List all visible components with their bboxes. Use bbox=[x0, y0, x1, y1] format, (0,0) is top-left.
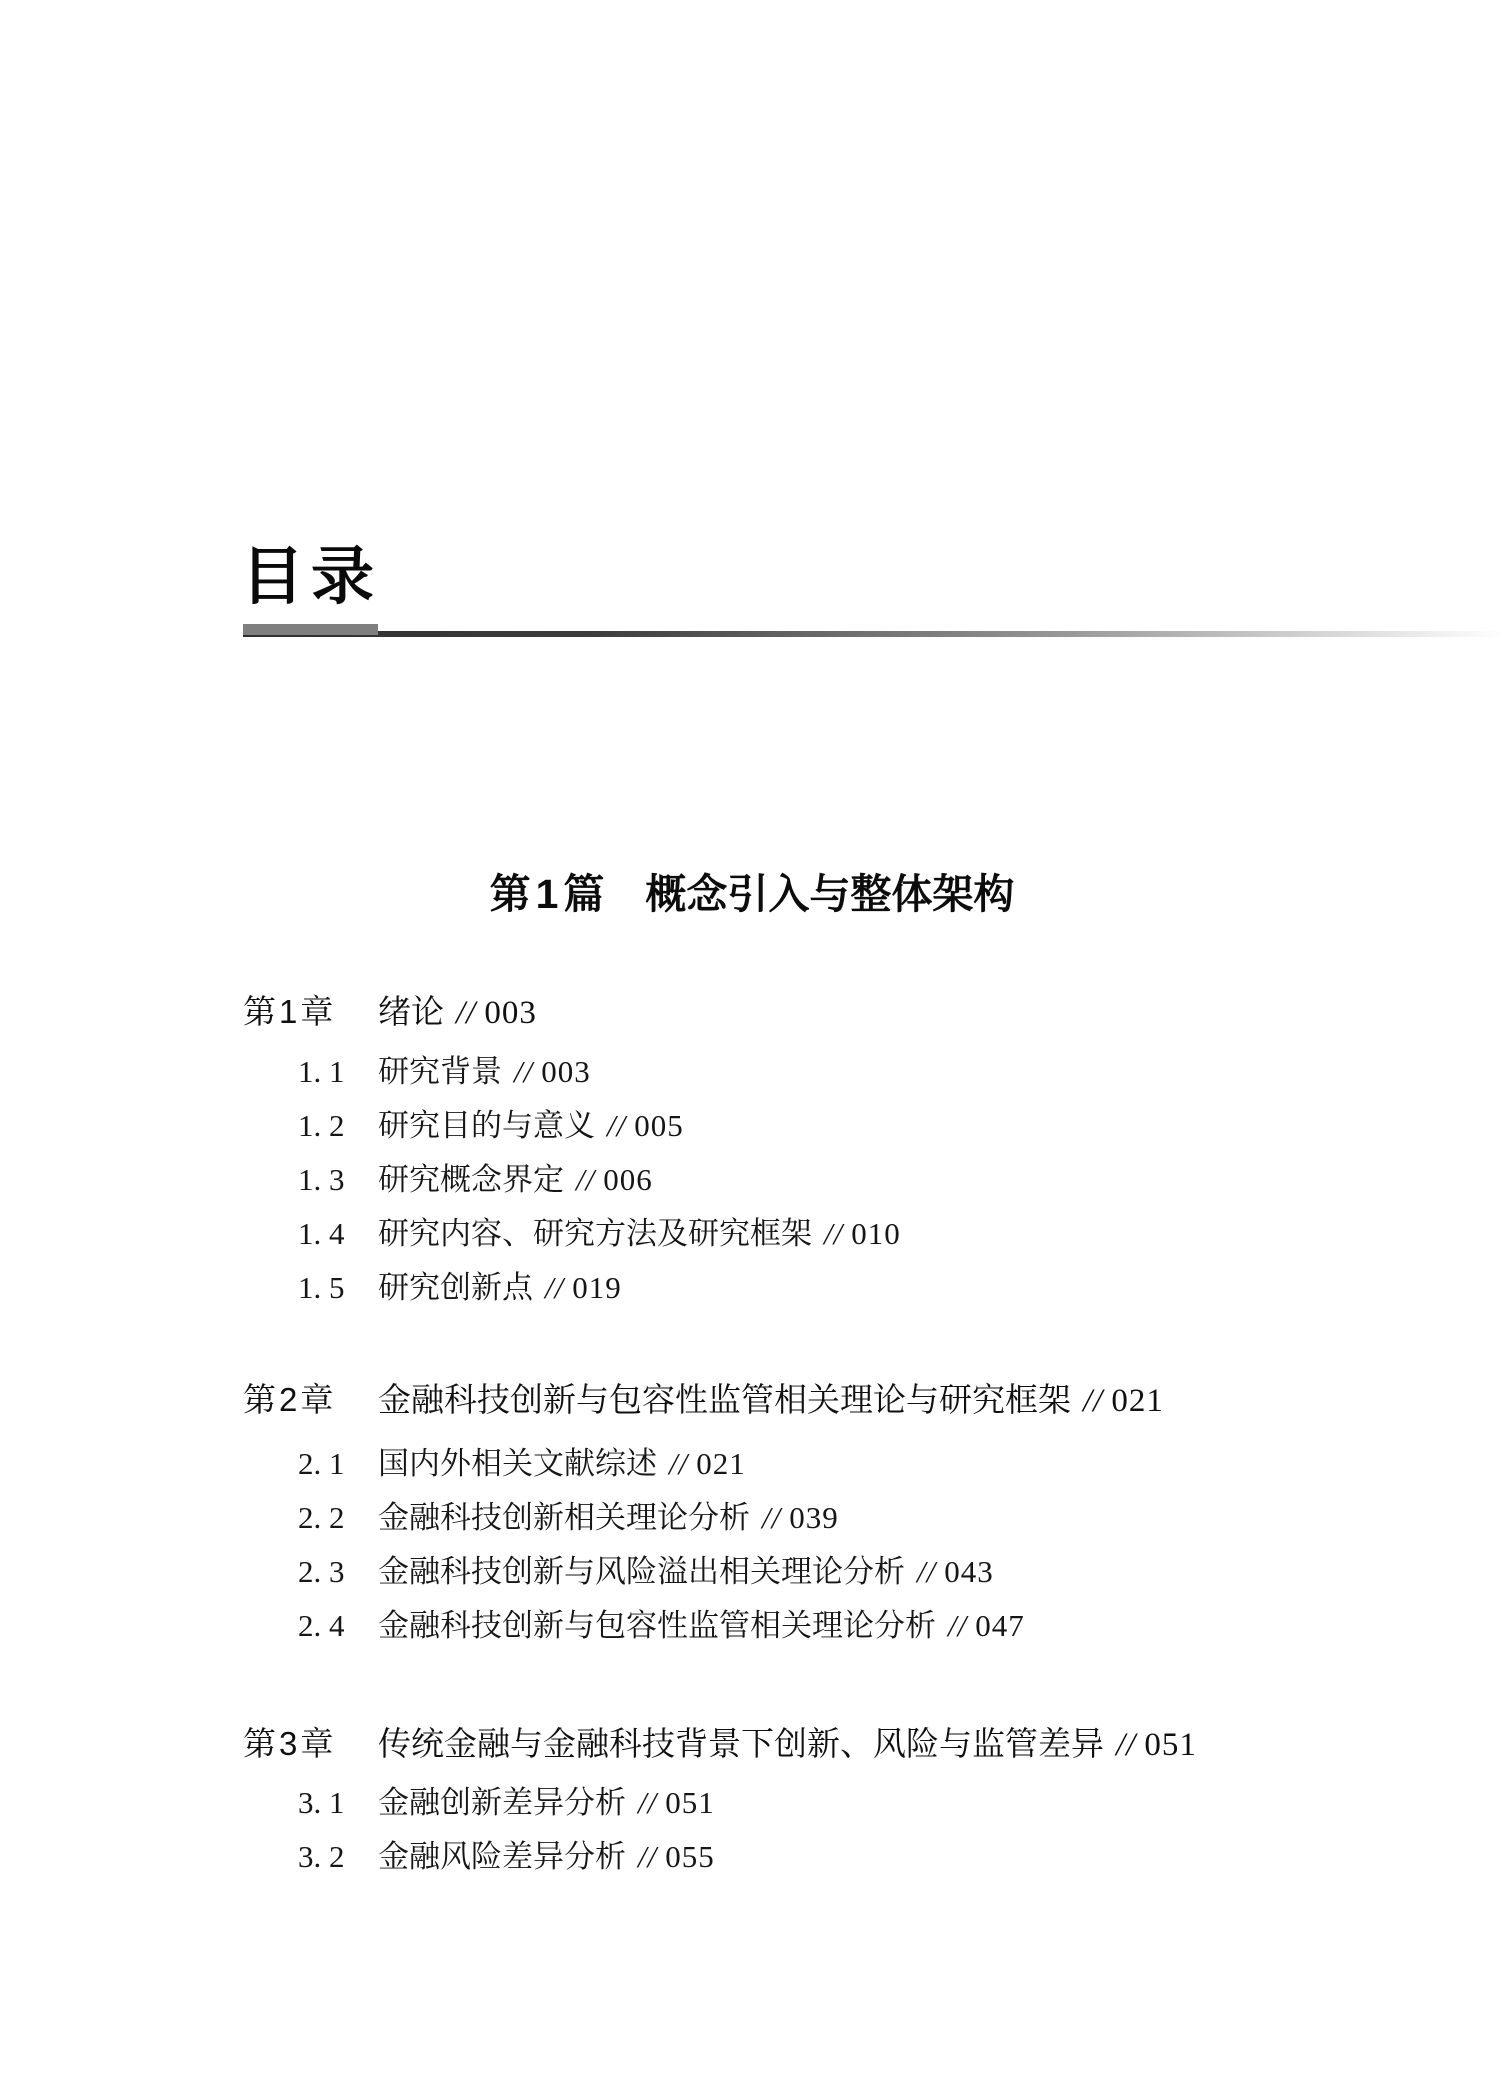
toc-item-row bbox=[298, 1501, 839, 1535]
toc-item-row bbox=[298, 1447, 746, 1481]
item-title: 金融创新差异分析 bbox=[378, 1785, 626, 1820]
item-title: 研究背景 bbox=[378, 1054, 502, 1089]
title-rule-line bbox=[243, 631, 1504, 637]
part-title: 概念引入与整体架构 bbox=[645, 871, 1015, 917]
item-title: 金融科技创新与包容性监管相关理论分析 bbox=[378, 1608, 936, 1643]
page-number: 039 bbox=[789, 1500, 839, 1535]
page-number: 003 bbox=[541, 1054, 591, 1089]
page-separator: // bbox=[1083, 1383, 1104, 1419]
page-separator: // bbox=[576, 1162, 596, 1197]
toc-item-row bbox=[298, 1109, 684, 1143]
item-number: 1. 4 bbox=[298, 1216, 345, 1251]
chapter-title: 传统金融与金融科技背景下创新、风险与监管差异 bbox=[378, 1725, 1104, 1762]
page-separator: // bbox=[638, 1839, 658, 1874]
chapter-number: 第1章 bbox=[243, 993, 337, 1030]
chapter-title: 金融科技创新与包容性监管相关理论与研究框架 bbox=[378, 1381, 1071, 1418]
toc-item-row bbox=[298, 1055, 591, 1089]
toc-item-row bbox=[298, 1555, 994, 1589]
item-title: 研究目的与意义 bbox=[378, 1108, 595, 1143]
toc-item-row bbox=[298, 1609, 1025, 1643]
title-rule-box bbox=[243, 624, 378, 635]
page-number: 021 bbox=[1111, 1383, 1164, 1419]
item-number: 1. 3 bbox=[298, 1162, 345, 1197]
toc-item-row bbox=[298, 1163, 653, 1197]
page-separator: // bbox=[1116, 1727, 1137, 1763]
item-title: 金融科技创新与风险溢出相关理论分析 bbox=[378, 1554, 905, 1589]
page-separator: // bbox=[456, 995, 477, 1031]
chapter-number: 第3章 bbox=[243, 1725, 337, 1762]
page-separator: // bbox=[607, 1108, 627, 1143]
page-number: 003 bbox=[484, 995, 537, 1031]
page-number: 047 bbox=[975, 1608, 1025, 1643]
chapter-title: 绪论 bbox=[378, 993, 444, 1030]
toc-chapter-row bbox=[243, 1383, 1164, 1418]
item-title: 研究内容、研究方法及研究框架 bbox=[378, 1216, 812, 1251]
page-separator: // bbox=[824, 1216, 844, 1251]
toc-item-row bbox=[298, 1271, 622, 1305]
page-separator: // bbox=[762, 1500, 782, 1535]
page-title: 目录 bbox=[241, 542, 381, 612]
toc-chapter-row bbox=[243, 995, 537, 1030]
item-title: 研究概念界定 bbox=[378, 1162, 564, 1197]
page-separator: // bbox=[638, 1785, 658, 1820]
item-number: 1. 5 bbox=[298, 1270, 345, 1305]
toc-item-row bbox=[298, 1786, 715, 1820]
part-heading bbox=[0, 872, 1504, 917]
page-number: 055 bbox=[665, 1839, 715, 1874]
item-number: 2. 1 bbox=[298, 1446, 345, 1481]
page-separator: // bbox=[514, 1054, 534, 1089]
item-number: 2. 3 bbox=[298, 1554, 345, 1589]
page-number: 019 bbox=[572, 1270, 622, 1305]
page-number: 006 bbox=[603, 1162, 653, 1197]
page-separator: // bbox=[948, 1608, 968, 1643]
item-number: 1. 2 bbox=[298, 1108, 345, 1143]
part-label: 第1篇 bbox=[489, 871, 610, 917]
toc-chapter-row bbox=[243, 1727, 1197, 1762]
page-number: 010 bbox=[851, 1216, 901, 1251]
page-separator: // bbox=[669, 1446, 689, 1481]
toc-item-row bbox=[298, 1217, 901, 1251]
item-number: 3. 2 bbox=[298, 1839, 345, 1874]
chapter-number: 第2章 bbox=[243, 1381, 337, 1418]
item-number: 2. 2 bbox=[298, 1500, 345, 1535]
page-number: 051 bbox=[1144, 1727, 1197, 1763]
toc-item-row bbox=[298, 1840, 715, 1874]
page-number: 021 bbox=[696, 1446, 746, 1481]
item-title: 研究创新点 bbox=[378, 1270, 533, 1305]
page-separator: // bbox=[917, 1554, 937, 1589]
item-title: 金融风险差异分析 bbox=[378, 1839, 626, 1874]
page-number: 005 bbox=[634, 1108, 684, 1143]
item-number: 1. 1 bbox=[298, 1054, 345, 1089]
item-number: 2. 4 bbox=[298, 1608, 345, 1643]
page-separator: // bbox=[545, 1270, 565, 1305]
page-number: 051 bbox=[665, 1785, 715, 1820]
item-title: 金融科技创新相关理论分析 bbox=[378, 1500, 750, 1535]
item-title: 国内外相关文献综述 bbox=[378, 1446, 657, 1481]
item-number: 3. 1 bbox=[298, 1785, 345, 1820]
page-number: 043 bbox=[944, 1554, 994, 1589]
